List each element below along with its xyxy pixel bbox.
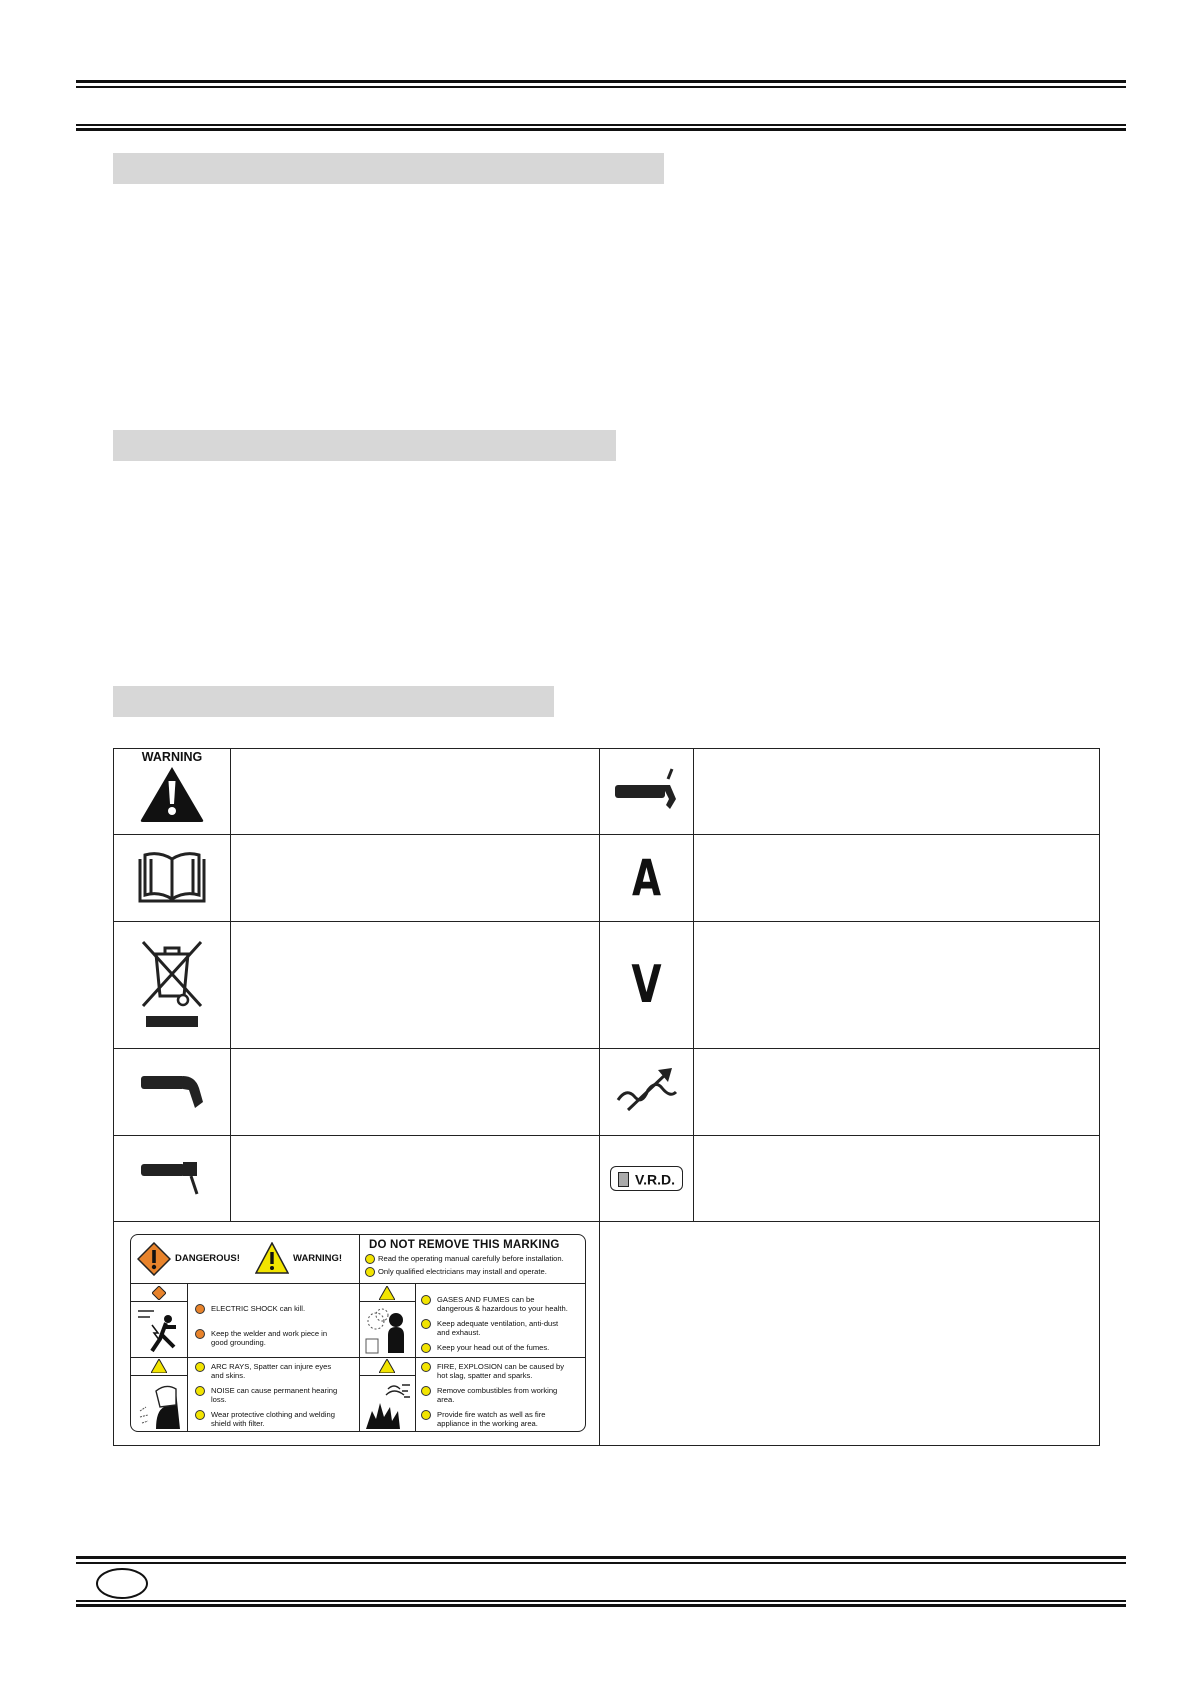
- label-divider: [359, 1301, 415, 1302]
- bullet-icon: [195, 1329, 205, 1339]
- fire-text-4: area.: [437, 1395, 455, 1404]
- bullet-icon: [421, 1343, 431, 1353]
- symbol-description: [694, 835, 1100, 922]
- electric-text-1: ELECTRIC SHOCK can kill.: [211, 1304, 306, 1313]
- arc-text-1: ARC RAYS, Spatter can injure eyes: [211, 1362, 332, 1371]
- section-heading-2: [113, 430, 616, 461]
- bullet-icon: [421, 1295, 431, 1305]
- fire-text-6: appliance in the working area.: [437, 1419, 538, 1428]
- mig-torch-icon: [612, 765, 682, 813]
- symbol-description: [231, 835, 600, 922]
- language-badge: [96, 1568, 148, 1599]
- fire-explosion-pictogram-icon: [362, 1377, 412, 1431]
- label-description: [600, 1222, 1100, 1446]
- fire-text-1: FIRE, EXPLOSION can be caused by: [437, 1362, 565, 1371]
- electric-text-3: good grounding.: [211, 1338, 266, 1347]
- section-heading-1: [113, 153, 664, 184]
- vrd-label: V.R.D.: [635, 1171, 675, 1188]
- footer-rule-top-thin: [76, 1562, 1126, 1564]
- symbol-cell: [600, 922, 694, 1049]
- warning-triangle-icon: [138, 764, 206, 824]
- warning-small-icon: [379, 1359, 395, 1373]
- label-intro-1: Read the operating manual carefully before installation.: [378, 1254, 564, 1263]
- symbol-cell: [114, 749, 231, 835]
- arc-rays-pictogram-icon: [134, 1377, 184, 1431]
- header-rule-bottom: [76, 128, 1126, 131]
- tig-torch-icon: [137, 1066, 207, 1114]
- symbol-cell: [600, 835, 694, 922]
- symbol-cell: [114, 1049, 231, 1136]
- symbol-cell: [114, 1136, 231, 1222]
- label-cell: [114, 1222, 600, 1446]
- bullet-icon: [195, 1304, 205, 1314]
- bullet-icon: [421, 1386, 431, 1396]
- vrd-indicator-icon: [610, 1166, 683, 1191]
- symbol-description: [231, 749, 600, 835]
- gases-text-1: GASES AND FUMES can be: [437, 1295, 535, 1304]
- warning-small-icon: [151, 1359, 167, 1373]
- bullet-icon: [365, 1254, 375, 1264]
- bullet-icon: [195, 1386, 205, 1396]
- arc-text-4: loss.: [211, 1395, 227, 1404]
- electric-text-2: Keep the welder and work piece in: [211, 1329, 328, 1338]
- arc-text-5: Wear protective clothing and welding: [211, 1410, 335, 1419]
- fire-text-5: Provide fire watch as well as fire: [437, 1410, 546, 1419]
- symbol-cell: [114, 922, 231, 1049]
- bullet-icon: [195, 1362, 205, 1372]
- bullet-icon: [421, 1319, 431, 1329]
- label-header-left: [131, 1235, 360, 1284]
- warning-triangle-yellow-icon: [255, 1242, 289, 1274]
- label-warning: WARNING!: [293, 1253, 343, 1264]
- arc-text-3: NOISE can cause permanent hearing: [211, 1386, 338, 1395]
- electric-shock-pictogram-icon: [134, 1305, 184, 1355]
- symbol-description: [231, 1136, 600, 1222]
- gases-text-5: Keep your head out of the fumes.: [437, 1343, 550, 1352]
- label-dangerous: DANGEROUS!: [175, 1253, 240, 1264]
- symbol-table: [113, 748, 1100, 1446]
- symbol-description: [694, 1049, 1100, 1136]
- table-row: [114, 835, 1100, 922]
- symbol-cell: [600, 1136, 694, 1222]
- warning-caption: WARNING: [141, 750, 203, 764]
- label-title: DO NOT REMOVE THIS MARKING: [369, 1239, 560, 1251]
- label-divider: [131, 1301, 187, 1302]
- symbol-description: [231, 922, 600, 1049]
- symbol-cell: [114, 835, 231, 922]
- symbol-description: [231, 1049, 600, 1136]
- table-row: [114, 1049, 1100, 1136]
- table-row: [114, 922, 1100, 1049]
- gases-text-3: Keep adequate ventilation, anti-dust: [437, 1319, 559, 1328]
- footer-rule-bottom-thin: [76, 1600, 1126, 1602]
- volt-symbol-icon: V: [631, 955, 662, 1015]
- symbol-description: [694, 1136, 1100, 1222]
- warning-small-icon: [379, 1286, 395, 1300]
- footer-rule-bottom: [76, 1604, 1126, 1607]
- label-header-right: [359, 1235, 585, 1284]
- section-heading-3: [113, 686, 554, 717]
- fire-text-3: Remove combustibles from working: [437, 1386, 558, 1395]
- label-divider: [131, 1357, 585, 1358]
- arc-force-icon: [614, 1066, 680, 1114]
- symbol-description: [694, 922, 1100, 1049]
- danger-diamond-icon: [137, 1242, 171, 1276]
- bullet-icon: [421, 1410, 431, 1420]
- table-row: [114, 1222, 1100, 1446]
- gases-text-2: dangerous & hazardous to your health.: [437, 1304, 568, 1313]
- fumes-pictogram-icon: [362, 1305, 412, 1355]
- ampere-symbol-icon: A: [631, 849, 662, 907]
- danger-diamond-small-icon: [152, 1286, 166, 1300]
- arc-text-6: shield with filter.: [211, 1419, 265, 1428]
- bullet-icon: [365, 1267, 375, 1277]
- crossed-bin-weee-icon: [137, 934, 207, 1032]
- symbol-cell: [600, 749, 694, 835]
- label-divider: [359, 1375, 415, 1376]
- fire-text-2: hot slag, spatter and sparks.: [437, 1371, 533, 1380]
- table-row: [114, 749, 1100, 835]
- footer-rule-top: [76, 1556, 1126, 1559]
- symbol-description: [694, 749, 1100, 835]
- warning-label-sticker: [130, 1234, 586, 1432]
- symbol-cell: [600, 1049, 694, 1136]
- arc-text-2: and skins.: [211, 1371, 246, 1380]
- bullet-icon: [195, 1410, 205, 1420]
- mma-electrode-holder-icon: [137, 1152, 207, 1200]
- header-rule-top: [76, 80, 1126, 83]
- label-divider: [131, 1375, 187, 1376]
- gases-text-4: and exhaust.: [437, 1328, 481, 1337]
- label-intro-2: Only qualified electricians may install and operate.: [378, 1267, 547, 1276]
- vrd-lamp-icon: [618, 1172, 629, 1187]
- bullet-icon: [421, 1362, 431, 1372]
- header-rule-top-thin: [76, 86, 1126, 88]
- table-row: [114, 1136, 1100, 1222]
- header-rule-bottom-thin: [76, 124, 1126, 126]
- open-manual-icon: [137, 849, 207, 903]
